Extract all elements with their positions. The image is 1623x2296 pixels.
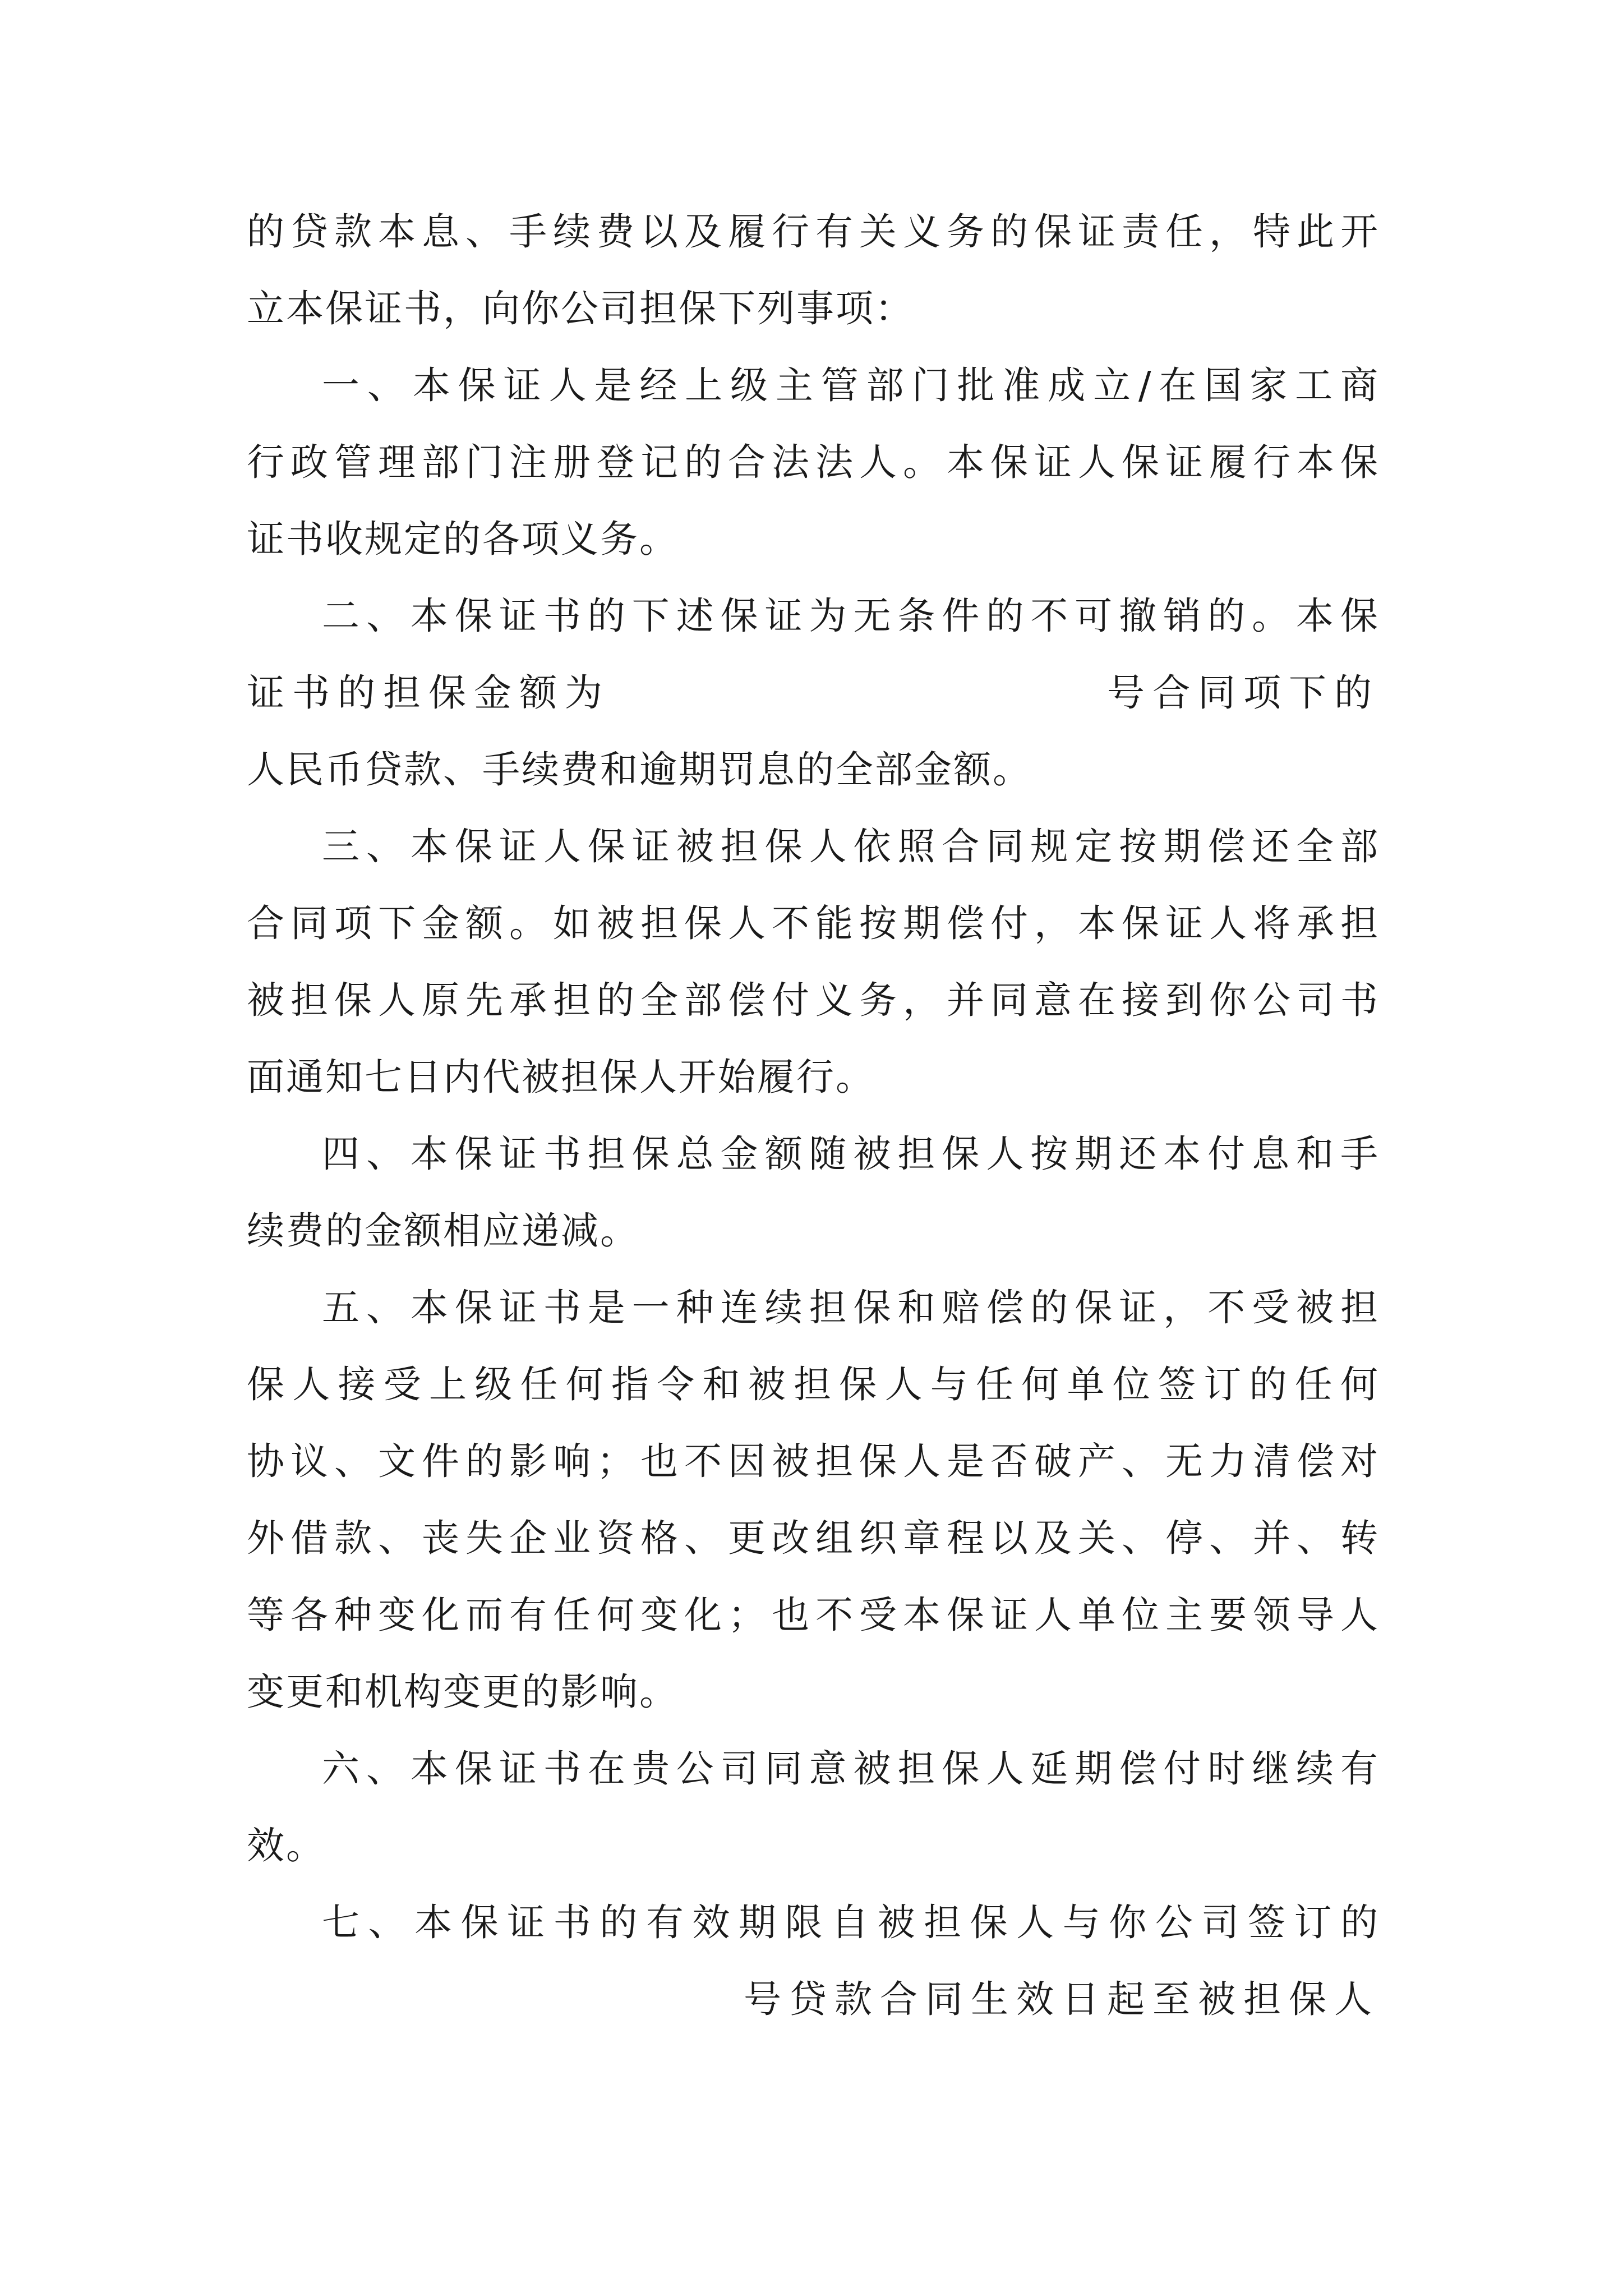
text-line: 二、本保证书的下述保证为无条件的不可撤销的。本保 <box>322 594 1380 638</box>
text-line: 等各种变化而有任何变化；也不受本保证人单位主要领导人 <box>247 1593 1380 1637</box>
clause-7-paragraph <box>247 1884 1380 2038</box>
text-line: 变更和机构变更的影响。 <box>247 1670 679 1714</box>
clause-4-paragraph <box>247 1116 1380 1269</box>
text-line: 一、本保证人是经上级主管部门批准成立/在国家工商 <box>322 364 1380 407</box>
clause-3-paragraph <box>247 808 1380 1116</box>
text-line: 效。 <box>247 1824 325 1867</box>
text-line: 七、本保证书的有效期限自被担保人与你公司签订的 <box>322 1901 1380 1944</box>
text-line: 六、本保证书在贵公司同意被担保人延期偿付时继续有 <box>322 1747 1380 1791</box>
text-line: 人民币贷款、手续费和逾期罚息的全部金额。 <box>247 748 1032 792</box>
text-line-right: 号贷款合同生效日起至被担保人 <box>744 1977 1380 2021</box>
text-line: 被担保人原先承担的全部偿付义务，并同意在接到你公司书 <box>247 978 1380 1022</box>
text-line: 行政管理部门注册登记的合法法人。本保证人保证履行本保 <box>247 440 1380 484</box>
text-line: 外借款、丧失企业资格、更改组织章程以及关、停、并、转 <box>247 1516 1380 1560</box>
text-line: 证书收规定的各项义务。 <box>247 517 679 561</box>
guarantee-amount-label: 证书的担保金额为 <box>247 671 610 715</box>
text-line: 续费的金额相应递减。 <box>247 1209 639 1253</box>
text-line: 协议、文件的影响；也不因被担保人是否破产、无力清偿对 <box>247 1439 1380 1483</box>
text-line: 立本保证书，向你公司担保下列事项： <box>247 287 914 330</box>
text-line: 保人接受上级任何指令和被担保人与任何单位签订的任何 <box>247 1363 1380 1406</box>
document-body <box>247 194 1380 2038</box>
text-line-with-blank <box>247 655 1380 731</box>
clause-2-paragraph <box>247 578 1380 808</box>
contract-ref-label: 号合同项下的 <box>1107 671 1380 715</box>
text-line: 合同项下金额。如被担保人不能按期偿付，本保证人将承担 <box>247 901 1380 945</box>
clause-1-paragraph <box>247 347 1380 578</box>
text-line: 的贷款本息、手续费以及履行有关义务的保证责任，特此开 <box>247 210 1380 254</box>
text-line: 四、本保证书担保总金额随被担保人按期还本付息和手 <box>322 1132 1380 1176</box>
clause-5-paragraph <box>247 1269 1380 1731</box>
clause-6-paragraph <box>247 1731 1380 1884</box>
text-line: 三、本保证人保证被担保人依照合同规定按期偿还全部 <box>322 825 1380 868</box>
text-line: 五、本保证书是一种连续担保和赔偿的保证，不受被担 <box>322 1286 1380 1329</box>
intro-paragraph <box>247 194 1380 347</box>
text-line: 面通知七日内代被担保人开始履行。 <box>247 1055 875 1099</box>
